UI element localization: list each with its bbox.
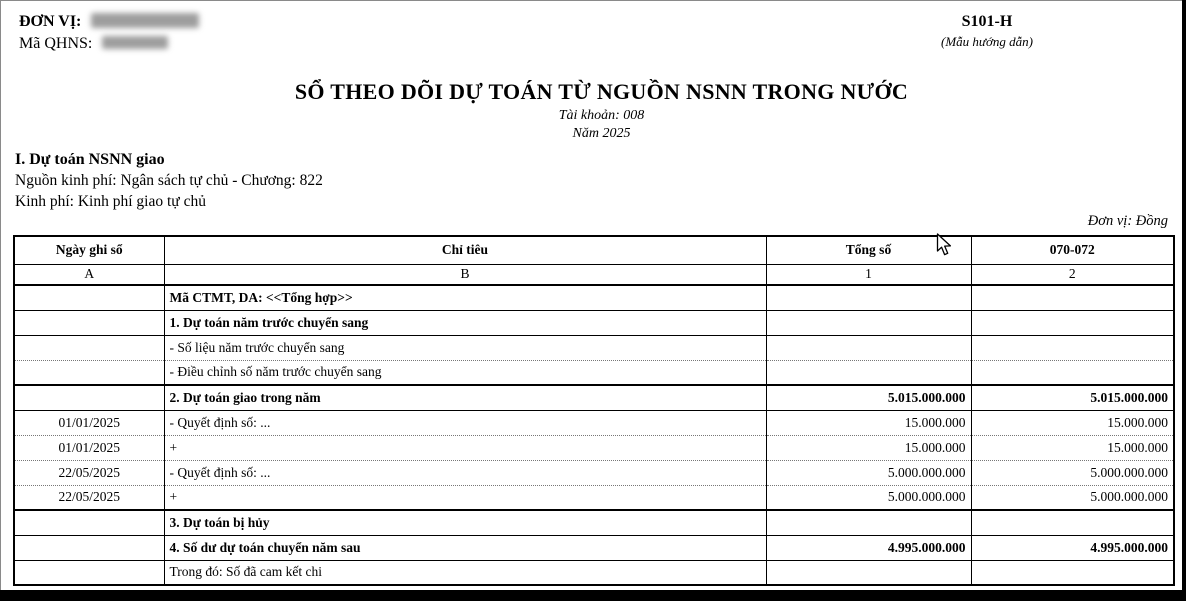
table-row <box>14 310 1174 335</box>
unit-value-redacted <box>91 13 199 28</box>
qhns-value-redacted <box>102 36 168 49</box>
qhns-label: Mã QHNS: <box>19 35 93 52</box>
table-row <box>14 560 1174 585</box>
table-row <box>14 335 1174 360</box>
cell-indicator: - Số liệu năm trước chuyển sang <box>164 335 766 360</box>
cell-total <box>766 510 971 535</box>
cell-date <box>14 335 164 360</box>
col-header-total: Tổng số <box>766 236 971 264</box>
form-code: S101-H <box>961 13 1013 30</box>
viewer-right-edge <box>1182 0 1186 601</box>
cell-070-072: 5.000.000.000 <box>971 460 1174 485</box>
table-header <box>14 236 1174 285</box>
table-row <box>14 385 1174 410</box>
cell-070-072 <box>971 285 1174 310</box>
cell-date <box>14 285 164 310</box>
year-line: Năm 2025 <box>572 126 631 141</box>
cell-total <box>766 335 971 360</box>
table-row <box>14 360 1174 385</box>
table-row <box>14 435 1174 460</box>
cell-total: 15.000.000 <box>766 435 971 460</box>
cell-date: 01/01/2025 <box>14 435 164 460</box>
col-header-indicator: Chỉ tiêu <box>164 236 766 264</box>
cell-070-072: 15.000.000 <box>971 410 1174 435</box>
unit-label: ĐƠN VỊ: <box>19 13 82 30</box>
cell-070-072: 4.995.000.000 <box>971 535 1174 560</box>
cell-indicator: Trong đó: Số đã cam kết chi <box>164 560 766 585</box>
cell-date <box>14 385 164 410</box>
cell-total: 5.000.000.000 <box>766 485 971 510</box>
cell-date <box>14 310 164 335</box>
table-column-key-row <box>14 264 1174 285</box>
cell-date <box>14 360 164 385</box>
col-key-a: A <box>14 264 164 285</box>
cell-date: 22/05/2025 <box>14 460 164 485</box>
cell-date <box>14 560 164 585</box>
col-header-070-072: 070-072 <box>971 236 1174 264</box>
cell-total <box>766 285 971 310</box>
cell-070-072 <box>971 310 1174 335</box>
table-row <box>14 485 1174 510</box>
section-heading: I. Dự toán NSNN giao <box>15 151 165 168</box>
cell-indicator: + <box>164 485 766 510</box>
cell-070-072: 15.000.000 <box>971 435 1174 460</box>
cell-070-072 <box>971 510 1174 535</box>
form-info <box>887 13 1087 50</box>
cell-indicator: + <box>164 435 766 460</box>
table-row <box>14 285 1174 310</box>
cell-070-072 <box>971 560 1174 585</box>
cell-indicator: 4. Số dư dự toán chuyển năm sau <box>164 535 766 560</box>
cell-indicator: 2. Dự toán giao trong năm <box>164 385 766 410</box>
qhns-line <box>19 33 199 55</box>
cell-total: 5.000.000.000 <box>766 460 971 485</box>
cell-total <box>766 560 971 585</box>
form-note: (Mẫu hướng dẫn) <box>940 34 1033 49</box>
table-header-row <box>14 236 1174 264</box>
cell-total <box>766 360 971 385</box>
col-header-date: Ngày ghi sổ <box>55 242 123 258</box>
cell-indicator: - Quyết định số: ... <box>164 410 766 435</box>
cell-date <box>14 535 164 560</box>
cell-total: 4.995.000.000 <box>766 535 971 560</box>
cell-indicator: - Điều chỉnh số năm trước chuyển sang <box>164 360 766 385</box>
viewer-bottom-edge <box>0 590 1186 601</box>
budget-ledger-table <box>13 235 1175 586</box>
table-row <box>14 535 1174 560</box>
cell-total: 5.015.000.000 <box>766 385 971 410</box>
cell-indicator: 1. Dự toán năm trước chuyển sang <box>164 310 766 335</box>
unit-line <box>19 11 199 33</box>
cell-070-072 <box>971 360 1174 385</box>
funding-source-line: Nguồn kinh phí: Ngân sách tự chủ - Chương: 822 <box>15 172 323 189</box>
cell-070-072 <box>971 335 1174 360</box>
cell-indicator: Mã CTMT, DA: <<Tổng hợp>> <box>164 285 766 310</box>
col-key-1: 1 <box>766 264 971 285</box>
cell-070-072: 5.000.000.000 <box>971 485 1174 510</box>
col-key-b: B <box>164 264 766 285</box>
table-row <box>14 510 1174 535</box>
col-key-2: 2 <box>971 264 1174 285</box>
currency-unit-note: Đơn vị: Đồng <box>1087 213 1168 229</box>
cell-indicator: - Quyết định số: ... <box>164 460 766 485</box>
cell-indicator: 3. Dự toán bị hủy <box>164 510 766 535</box>
unit-info <box>19 11 199 55</box>
cell-date <box>14 510 164 535</box>
table-row <box>14 460 1174 485</box>
cell-total <box>766 310 971 335</box>
cell-date: 22/05/2025 <box>14 485 164 510</box>
table-row <box>14 410 1174 435</box>
cell-total: 15.000.000 <box>766 410 971 435</box>
cell-date: 01/01/2025 <box>14 410 164 435</box>
fund-line: Kinh phí: Kinh phí giao tự chủ <box>15 193 206 210</box>
table-body <box>14 285 1174 585</box>
cell-070-072: 5.015.000.000 <box>971 385 1174 410</box>
page-title: SỔ THEO DÕI DỰ TOÁN TỪ NGUỒN NSNN TRONG NƯỚC <box>294 79 909 104</box>
account-line: Tài khoản: 008 <box>558 108 645 123</box>
